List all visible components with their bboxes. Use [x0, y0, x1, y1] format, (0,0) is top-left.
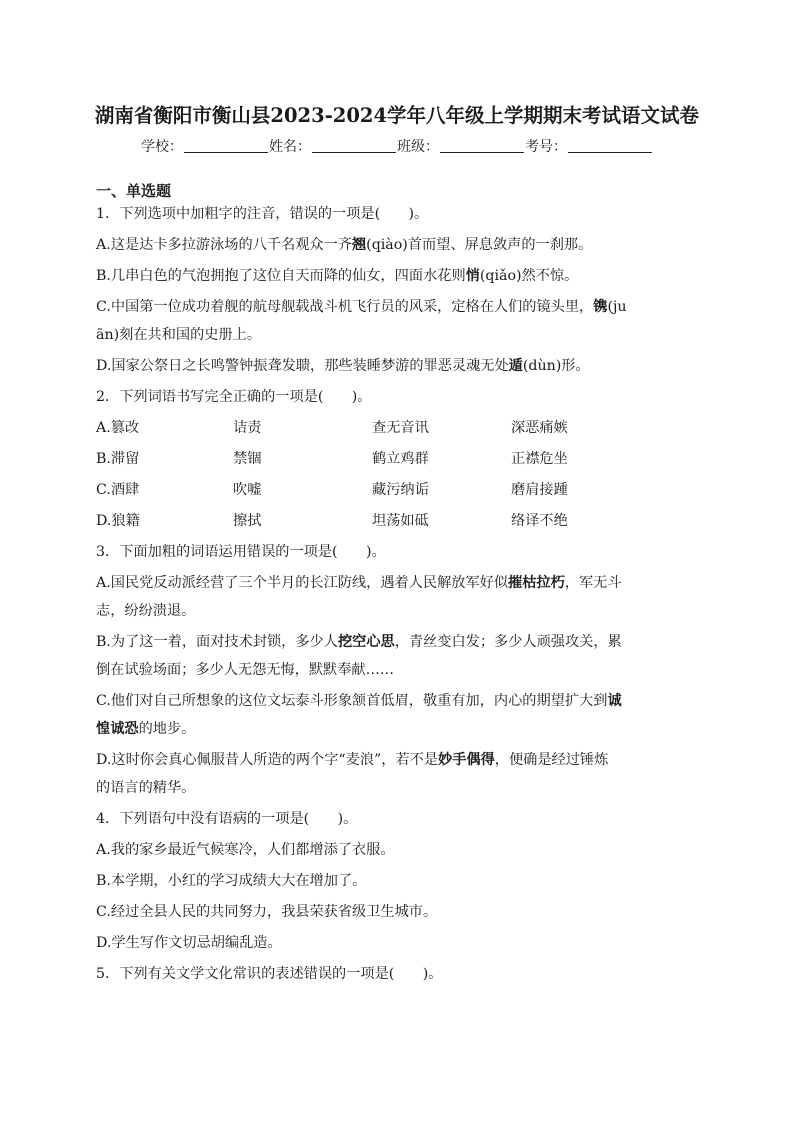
q2-b-word-2: 禁锢 [233, 451, 262, 467]
q1-option-b [96, 265, 700, 296]
q2-d-word-2: 擦拭 [233, 513, 262, 529]
name-label: 姓名： [269, 139, 311, 155]
q1-d-pinyin: (dùn)形。 [522, 358, 590, 374]
q2-b-word-3: 鹤立鸡群 [372, 451, 429, 467]
q2-d-word-4: 络译不绝 [511, 513, 568, 529]
q2-option-b [96, 448, 700, 479]
q3-option-b [96, 631, 700, 659]
q4-option-a: A.我的家乡最近气候寒冷，人们都增添了衣服。 [96, 842, 395, 858]
q1-c-text: C.中国第一位成功着舰的航母舰载战斗机飞行员的风采，定格在人们的镜头里， [96, 299, 594, 315]
q3-b-bold: 挖空心思 [337, 634, 395, 650]
q2-d-word-3: 坦荡如砥 [372, 513, 429, 529]
q3-stem: 3．下面加粗的词语运用错误的一项是( )。 [96, 544, 386, 560]
q2-option-a [96, 417, 700, 448]
q3-option-c [96, 690, 700, 718]
q2-b-word-1: B.滞留 [96, 451, 140, 467]
q3-option-a [96, 572, 700, 600]
q2-a-word-2: 诘责 [233, 420, 262, 436]
exam-no-label: 考号： [525, 139, 567, 155]
q3-option-c-cont [96, 718, 700, 749]
q1-a-bold: 翘 [351, 237, 367, 253]
q1-a-text: A.这是达卡多拉游泳场的八千名观众一齐 [96, 237, 352, 253]
q1-option-c [96, 296, 700, 324]
q3-d-text-end: ，便确是经过锤炼 [494, 752, 609, 768]
q2-b-word-4: 正襟危坐 [511, 451, 568, 467]
q4-option-b: B.本学期，小红的学习成绩大大在增加了。 [96, 873, 367, 889]
questions [96, 203, 700, 994]
q4-stem: 4．下列语句中没有语病的一项是( )。 [96, 811, 358, 827]
q1-stem: 1．下列选项中加粗字的注音，错误的一项是( )。 [96, 206, 429, 222]
q3-option-d [96, 749, 700, 777]
exam-title: 湖南省衡阳市衡山县2023-2024学年八年级上学期期末考试语文试卷 [94, 104, 700, 127]
q2-c-word-3: 藏污纳诟 [372, 482, 429, 498]
q1-c-bold: 镌 [593, 299, 608, 315]
exam-no-blank[interactable] [568, 138, 652, 153]
q5-stem: 5．下列有关文学文化常识的表述错误的一项是( )。 [96, 966, 443, 982]
name-blank[interactable] [312, 138, 396, 153]
q1-option-d [96, 355, 700, 386]
section-heading: 一、单选题 [96, 182, 172, 200]
q3-d-text: D.这时你会真心佩服昔人所造的两个字“麦浪”，若不是 [96, 752, 439, 768]
q4-option-d: D.学生写作文切忌胡编乱造。 [96, 935, 282, 951]
q1-b-pinyin: (qiǎo)然不惊。 [479, 268, 579, 284]
q3-c-text-end: 的地步。 [138, 721, 196, 737]
q1-a-pinyin: (qiào)首而望、屏息敛声的一刹那。 [366, 237, 593, 253]
q3-c-text: C.他们对自己所想象的这位文坛泰斗形象颔首低眉，敬重有加，内心的期望扩大到 [96, 693, 608, 709]
school-label: 学校： [141, 139, 183, 155]
q3-b-text: B.为了这一着，面对技术封锁，多少人 [96, 634, 338, 650]
q4-option-c: C.经过全县人民的共同努力，我县荣获省级卫生城市。 [96, 904, 438, 920]
q3-option-a-cont: 志，纷纷溃退。 [96, 603, 196, 619]
q2-a-word-4: 深恶痛嫉 [511, 420, 568, 436]
q2-option-c [96, 479, 700, 510]
q2-c-word-2: 吹嘘 [233, 482, 262, 498]
q1-b-text: B.几串白色的气泡拥抱了这位自天而降的仙女，四面水花则 [96, 268, 466, 284]
q3-a-text-end: ，军无斗 [564, 575, 622, 591]
q3-c-bold-cont: 惶诚恐 [96, 721, 139, 737]
q2-stem: 2．下列词语书写完全正确的一项是( )。 [96, 389, 372, 405]
class-label: 班级： [397, 139, 439, 155]
q3-option-d-cont: 的语言的精华。 [96, 780, 196, 796]
school-blank[interactable] [184, 138, 268, 153]
q1-d-text: D.国家公祭日之长鸣警钟振聋发聩，那些装睡梦游的罪恶灵魂无处 [96, 358, 509, 374]
q3-option-b-cont: 倒在试验场面；多少人无怨无悔，默默奉献…… [96, 662, 394, 678]
q2-c-word-1: C.酒肆 [96, 482, 140, 498]
student-info-line [0, 136, 794, 156]
q3-d-bold: 妙手偶得 [438, 752, 495, 768]
q2-option-d [96, 510, 700, 541]
q2-c-word-4: 磨肩接踵 [511, 482, 568, 498]
q3-b-text-end: ，青丝变白发；多少人顽强攻关，累 [394, 634, 622, 650]
q1-b-bold: 悄 [465, 268, 480, 284]
class-blank[interactable] [440, 138, 524, 153]
q1-d-bold: 遁 [508, 358, 523, 374]
q2-d-word-1: D.狼籍 [96, 513, 140, 529]
q1-c-pinyin: (ju [607, 299, 627, 315]
q3-c-bold: 诚 [607, 693, 622, 709]
q1-option-a [96, 234, 700, 265]
q2-a-word-3: 查无音讯 [372, 420, 429, 436]
q2-a-word-1: A.篡改 [96, 420, 140, 436]
q3-a-bold: 摧枯拉朽 [508, 575, 565, 591]
q1-option-c-cont: ān)刻在共和国的史册上。 [96, 327, 262, 343]
q3-a-text: A.国民党反动派经营了三个半月的长江防线，遇着人民解放军好似 [96, 575, 509, 591]
